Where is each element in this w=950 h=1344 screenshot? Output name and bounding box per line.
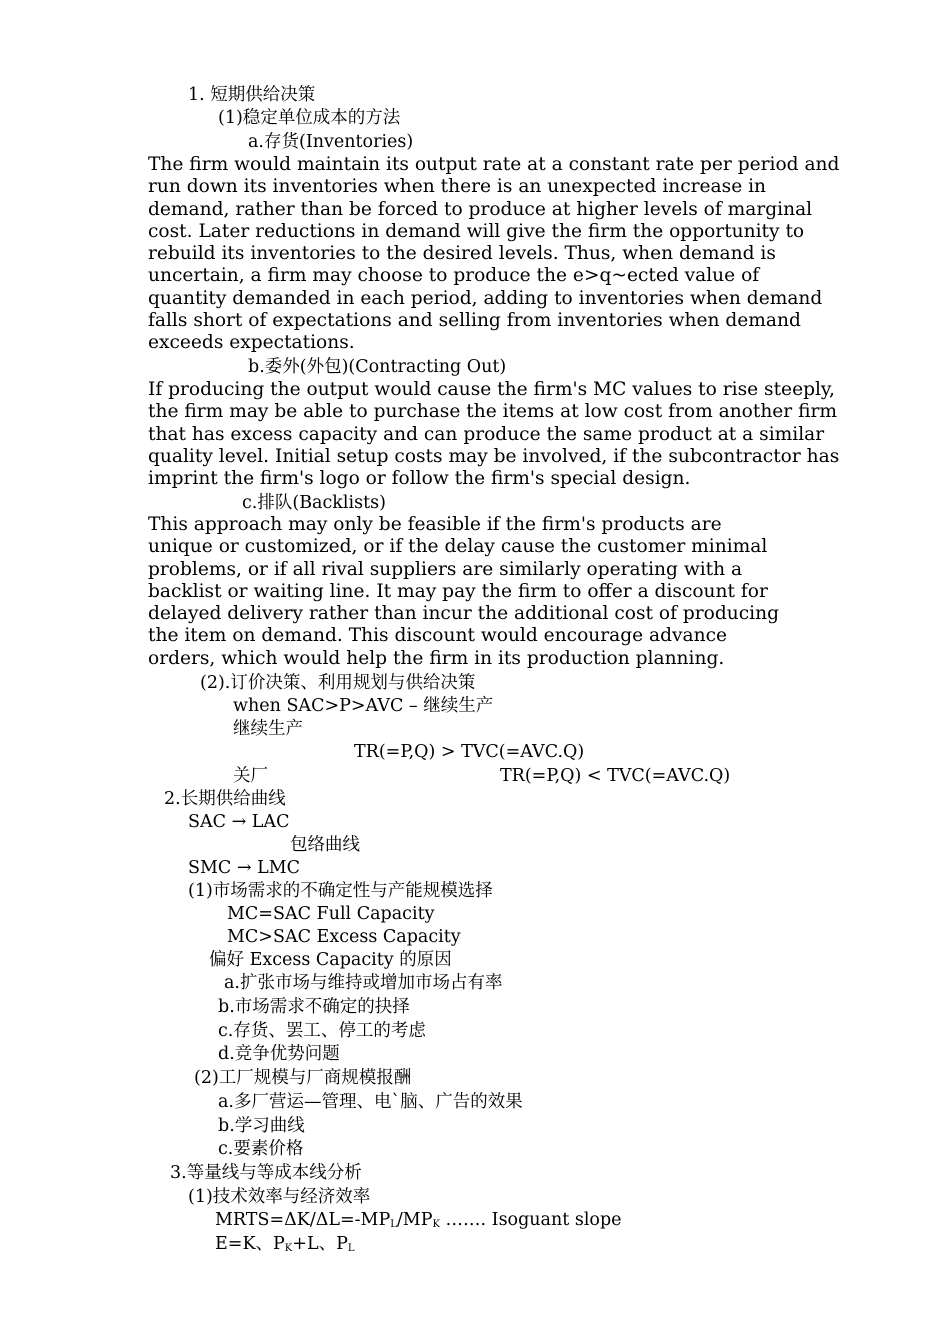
- mc-full-capacity: MC=SAC Full Capacity: [227, 904, 435, 924]
- factor-c: c.要素价格: [218, 1139, 304, 1159]
- close-label: 关厂: [233, 766, 268, 786]
- cost-part: E=K、P: [215, 1234, 285, 1254]
- factor-a: a.多厂营运—管理、电`脑、广告的效果: [218, 1092, 523, 1112]
- cost-subscript: L: [347, 1243, 355, 1254]
- text-line: quality level. Initial setup costs may be involved, if the subcontractor has: [148, 445, 840, 467]
- text-line: backlist or waiting line. It may pay the firm to offer a discount for: [148, 580, 768, 602]
- text-line: exceeds expectations.: [148, 332, 355, 354]
- section-1-title: 1. 短期供给决策: [188, 85, 316, 105]
- text-line: imprint the firm's logo or follow the firm's special design.: [148, 468, 691, 490]
- text-line: the firm may be able to purchase the items at low cost from another firm: [148, 401, 838, 423]
- reason-b: b.市场需求不确定的抉择: [218, 997, 410, 1017]
- cost-subscript: K: [284, 1243, 293, 1254]
- reason-a: a.扩张市场与维持或增加市场占有率: [224, 973, 503, 993]
- text-line: that has excess capacity and can produce the same product at a similar: [148, 423, 825, 445]
- text-line: quantity demanded in each period, adding to inventories when demand: [148, 287, 823, 309]
- paragraph-backlists: [148, 514, 779, 670]
- paragraph-inventories: [148, 154, 839, 355]
- smc-lmc-line: SMC → LMC: [188, 858, 301, 878]
- text-line: falls short of expectations and selling from inventories when demand: [148, 310, 801, 332]
- text-line: problems, or if all rival suppliers are similarly operating with a: [148, 558, 743, 580]
- factor-b: b.学习曲线: [218, 1116, 305, 1136]
- text-line: demand, rather than be forced to produce at higher levels of marginal: [148, 198, 813, 220]
- mrts-subscript: K: [432, 1219, 440, 1230]
- subsection-1-2: (2).订价决策、利用规划与供给决策: [200, 673, 476, 693]
- mrts-part: ……. Isoguant slope: [439, 1210, 622, 1230]
- text-line: If producing the output would cause the firm's MC values to rise steeply,: [148, 379, 835, 400]
- reason-c: c.存货、罢工、停工的考虑: [218, 1021, 426, 1041]
- prefer-excess-capacity: 偏好 Excess Capacity 的原因: [209, 950, 452, 970]
- cost-formula: [215, 1233, 354, 1255]
- text-line: unique or customized, or if the delay cause the customer minimal: [148, 536, 768, 558]
- mrts-part: /MP: [396, 1210, 433, 1230]
- text-line: The firm would maintain its output rate at a constant rate per period and: [148, 154, 840, 175]
- text-line: rebuild its inventories to the desired levels. Thus, when demand is: [148, 243, 776, 265]
- text-line: This approach may only be feasible if the firm's products are: [148, 514, 722, 535]
- reason-d: d.竞争优势问题: [218, 1044, 340, 1064]
- when-condition-line: when SAC>P>AVC – 继续生产: [233, 696, 494, 716]
- subsection-3-1: (1)技术效率与经济效率: [188, 1187, 371, 1207]
- continue-label: 继续生产: [233, 719, 303, 739]
- text-line: the item on demand. This discount would encourage advance: [148, 625, 728, 647]
- subsection-2-2: (2)工厂规模与厂商规模报酬: [194, 1068, 412, 1088]
- mc-excess-capacity: MC>SAC Excess Capacity: [227, 927, 461, 947]
- text-line: cost. Later reductions in demand will give the firm the opportunity to: [148, 220, 805, 242]
- cost-part: +L、P: [292, 1234, 348, 1254]
- subsection-1-1: (1)稳定单位成本的方法: [218, 108, 401, 128]
- subsection-2-1: (1)市场需求的不确定性与产能规模选择: [188, 881, 493, 901]
- section-3-title: 3.等量线与等成本线分析: [170, 1163, 362, 1183]
- item-c-heading: c.排队(Backlists): [242, 493, 386, 513]
- tr-less-formula: TR(=P,Q) < TVC(=AVC.Q): [500, 766, 731, 786]
- mrts-part: MRTS=ΔK/ΔL=-MP: [215, 1210, 391, 1230]
- envelope-curve-label: 包络曲线: [290, 835, 360, 855]
- item-a-heading: a.存货(Inventories): [248, 132, 414, 152]
- mrts-formula: [215, 1209, 622, 1231]
- tr-greater-formula: TR(=P,Q) > TVC(=AVC.Q): [354, 742, 585, 762]
- sac-lac-line: SAC → LAC: [188, 812, 290, 832]
- paragraph-contracting-out: [148, 379, 839, 490]
- text-line: orders, which would help the firm in its production planning.: [148, 647, 725, 669]
- item-b-heading: b.委外(外包)(Contracting Out): [248, 357, 507, 377]
- text-line: run down its inventories when there is an unexpected increase in: [148, 176, 767, 198]
- text-line: delayed delivery rather than incur the additional cost of producing: [148, 603, 779, 625]
- mrts-subscript: L: [390, 1219, 397, 1230]
- section-2-title: 2.长期供给曲线: [164, 789, 286, 809]
- text-line: uncertain, a firm may choose to produce the e>q~ected value of: [148, 265, 760, 287]
